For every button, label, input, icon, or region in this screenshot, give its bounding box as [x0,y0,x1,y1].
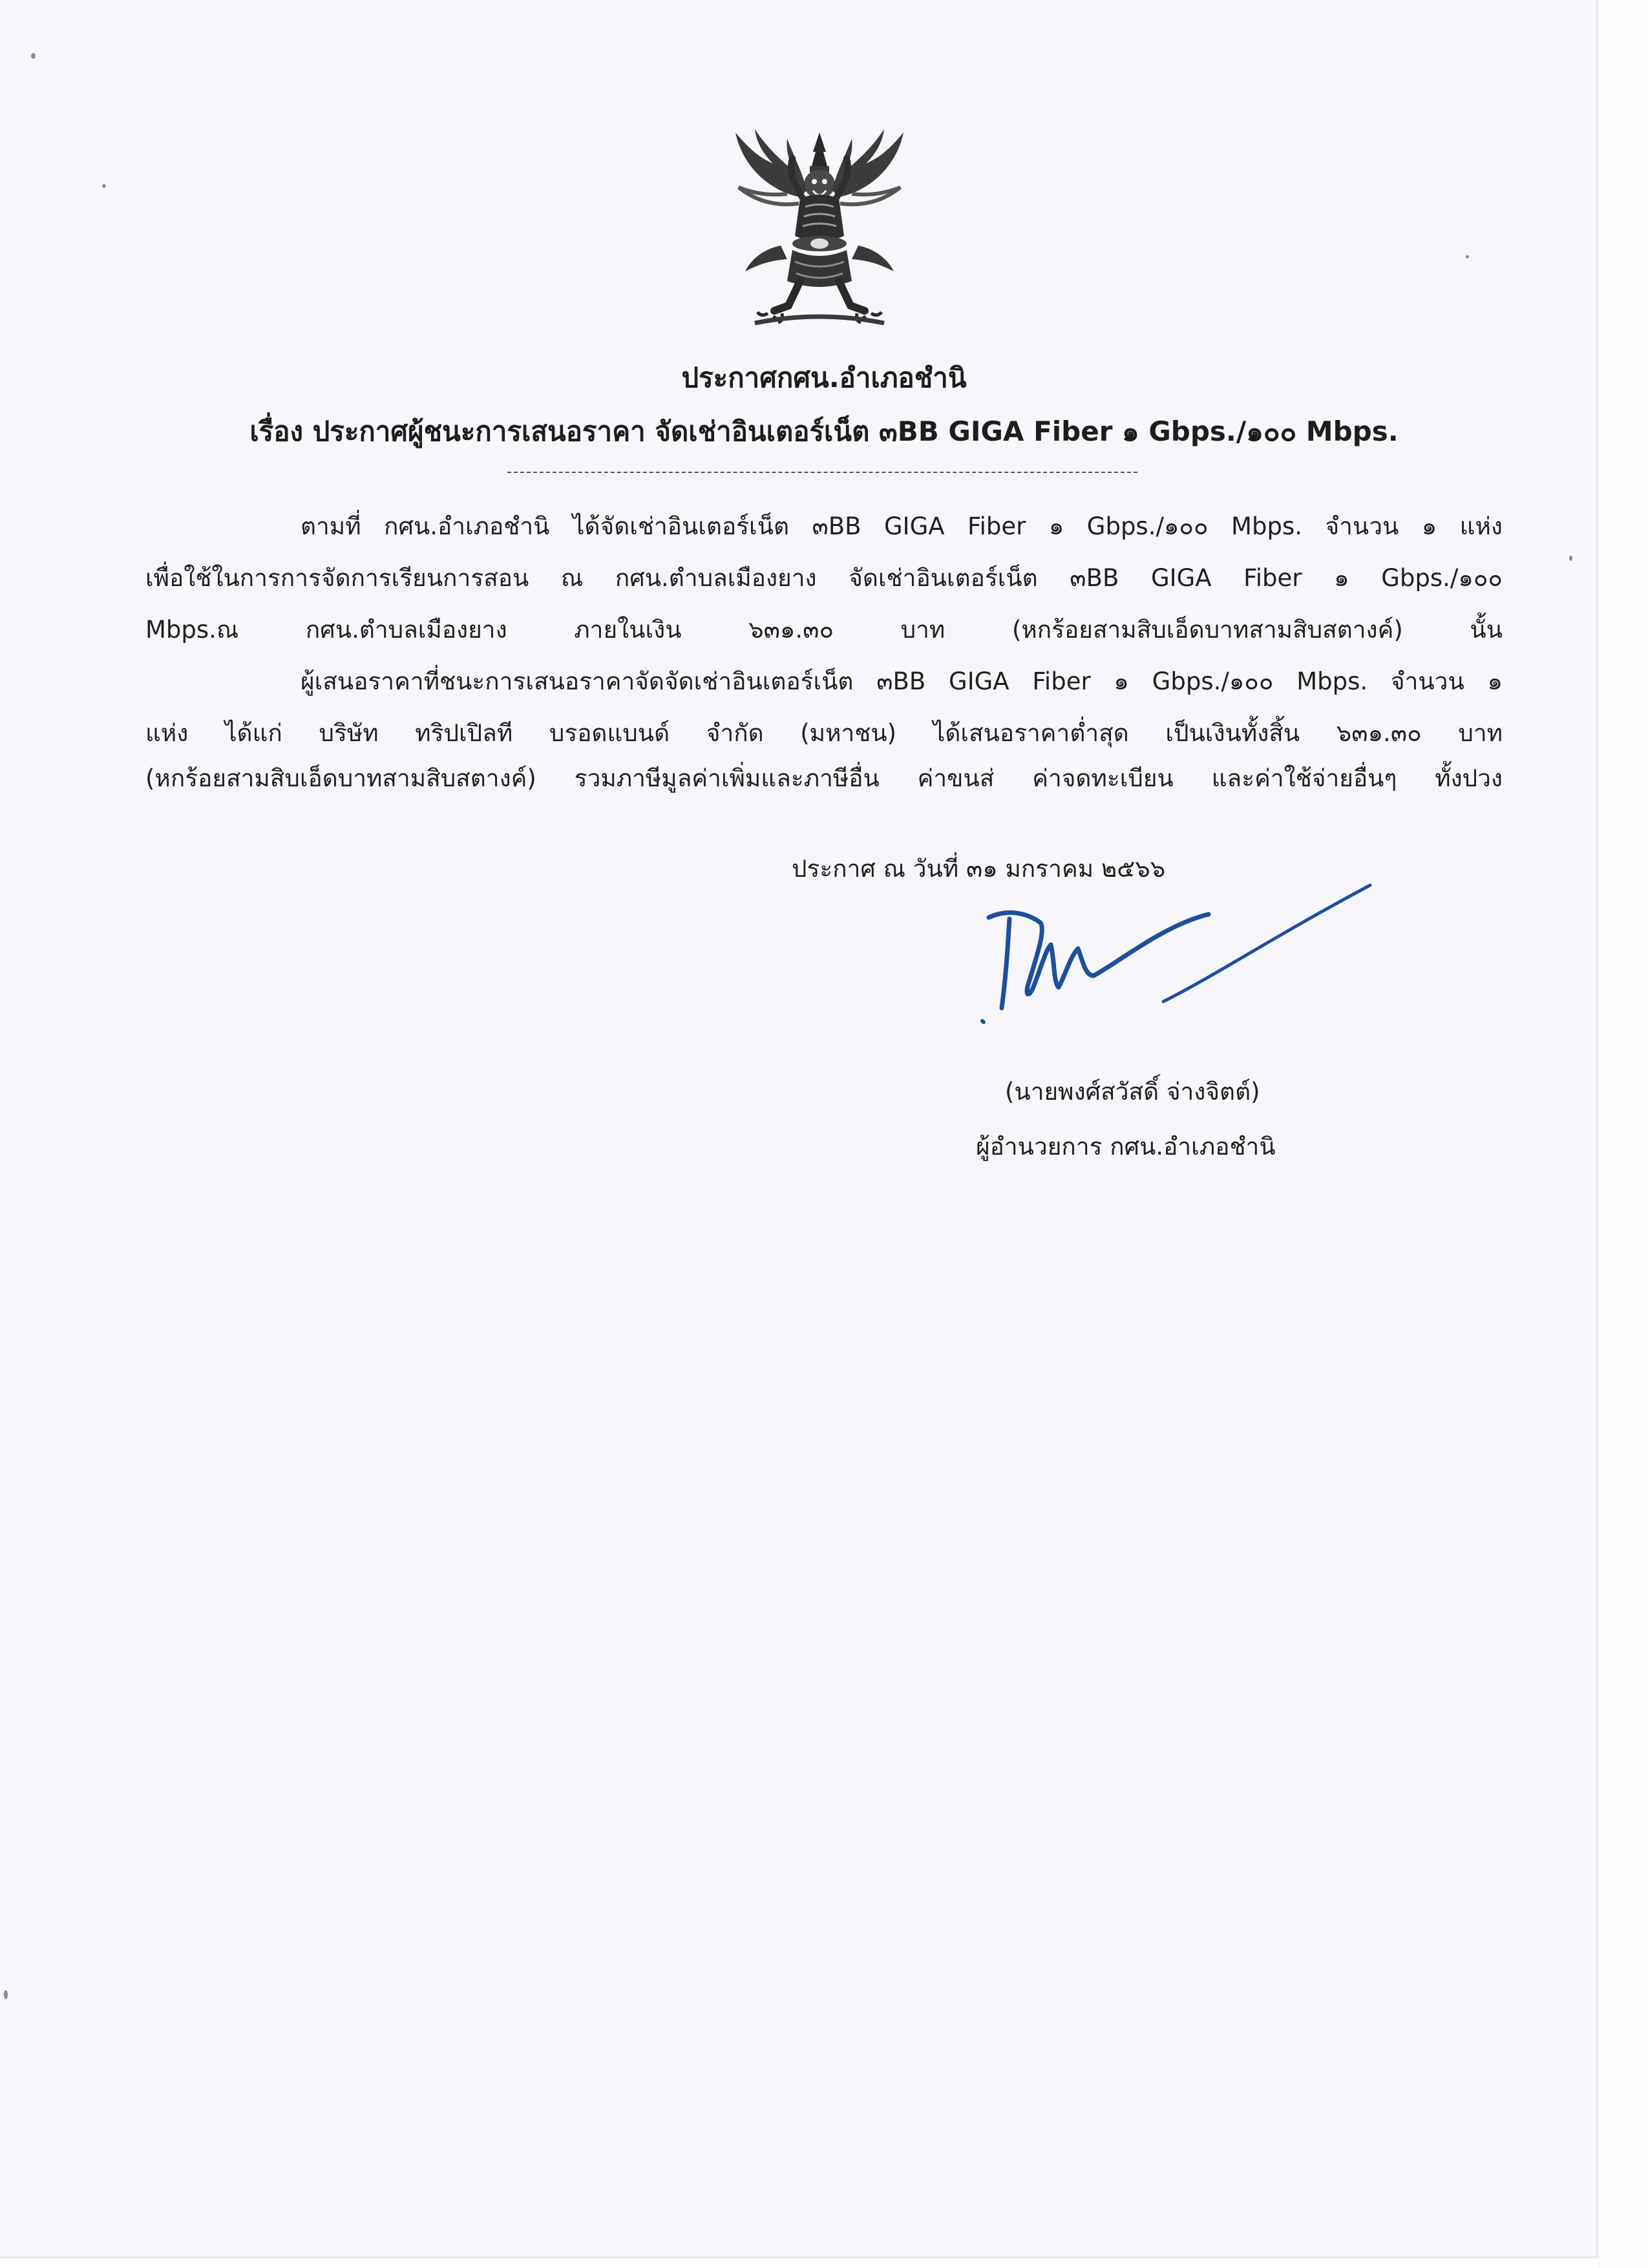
paragraph-2-line-2: แห่ง ได้แก่ บริษัท ทริปเปิลที บรอดแบนด์ จำกัด (มหาชน) ได้เสนอราคาต่ำสุด เป็นเงินทั้งสิ้น ๖๓๑.๓๐ บาท [145,719,1503,747]
paragraph-2-line-1: ผู้เสนอราคาที่ชนะการเสนอราคาจัดจัดเช่าอินเตอร์เน็ต ๓BB GIGA Fiber ๑ Gbps./๑๐๐ Mbps. จำนวน ๑ [301,667,1503,695]
scan-speck [102,184,106,188]
handwritten-signature [969,879,1383,1034]
scan-speck [4,1990,8,1999]
announcement-date: ประกาศ ณ วันที่ ๓๑ มกราคม ๒๕๖๖ [792,855,1166,883]
scan-speck [31,53,36,59]
signer-position: ผู้อำนวยการ กศน.อำเภอชำนิ [976,1133,1276,1160]
issuer-heading: ประกาศกศน.อำเภอชำนิ [681,362,967,394]
page-edge [1598,0,1648,2268]
garuda-emblem-icon [716,126,923,333]
paragraph-1-line-2: เพื่อใช้ในการการจัดการเรียนการสอน ณ กศน.ตำบลเมืองยาง จัดเช่าอินเตอร์เน็ต ๓BB GIGA Fiber ๑ Gbps./๑๐๐ [145,564,1503,592]
paragraph-2-line-3: (หกร้อยสามสิบเอ็ดบาทสามสิบสตางค์) รวมภาษีมูลค่าเพิ่มและภาษีอื่น ค่าขนส่ ค่าจดทะเบียน และค่าใช้จ่ายอื่นๆ ทั้งปวง [145,764,1503,792]
paragraph-1-line-1: ตามที่ กศน.อำเภอชำนิ ได้จัดเช่าอินเตอร์เน็ต ๓BB GIGA Fiber ๑ Gbps./๑๐๐ Mbps. จำนวน ๑ แห่ง [301,512,1503,540]
signer-name: (นายพงศ์สวัสดิ์ จ่างจิตต์) [1005,1078,1260,1106]
subject-heading: เรื่อง ประกาศผู้ชนะการเสนอราคา จัดเช่าอินเตอร์เน็ต ๓BB GIGA Fiber ๑ Gbps./๑๐๐ Mbps. [249,415,1399,447]
scan-speck [1466,255,1469,258]
paragraph-1-line-3: Mbps.ณ กศน.ตำบลเมืองยาง ภายในเงิน ๖๓๑.๓๐ บาท (หกร้อยสามสิบเอ็ดบาทสามสิบสตางค์) นั้น [145,616,1503,644]
scan-speck [1569,556,1572,561]
heading-divider [507,472,1137,473]
